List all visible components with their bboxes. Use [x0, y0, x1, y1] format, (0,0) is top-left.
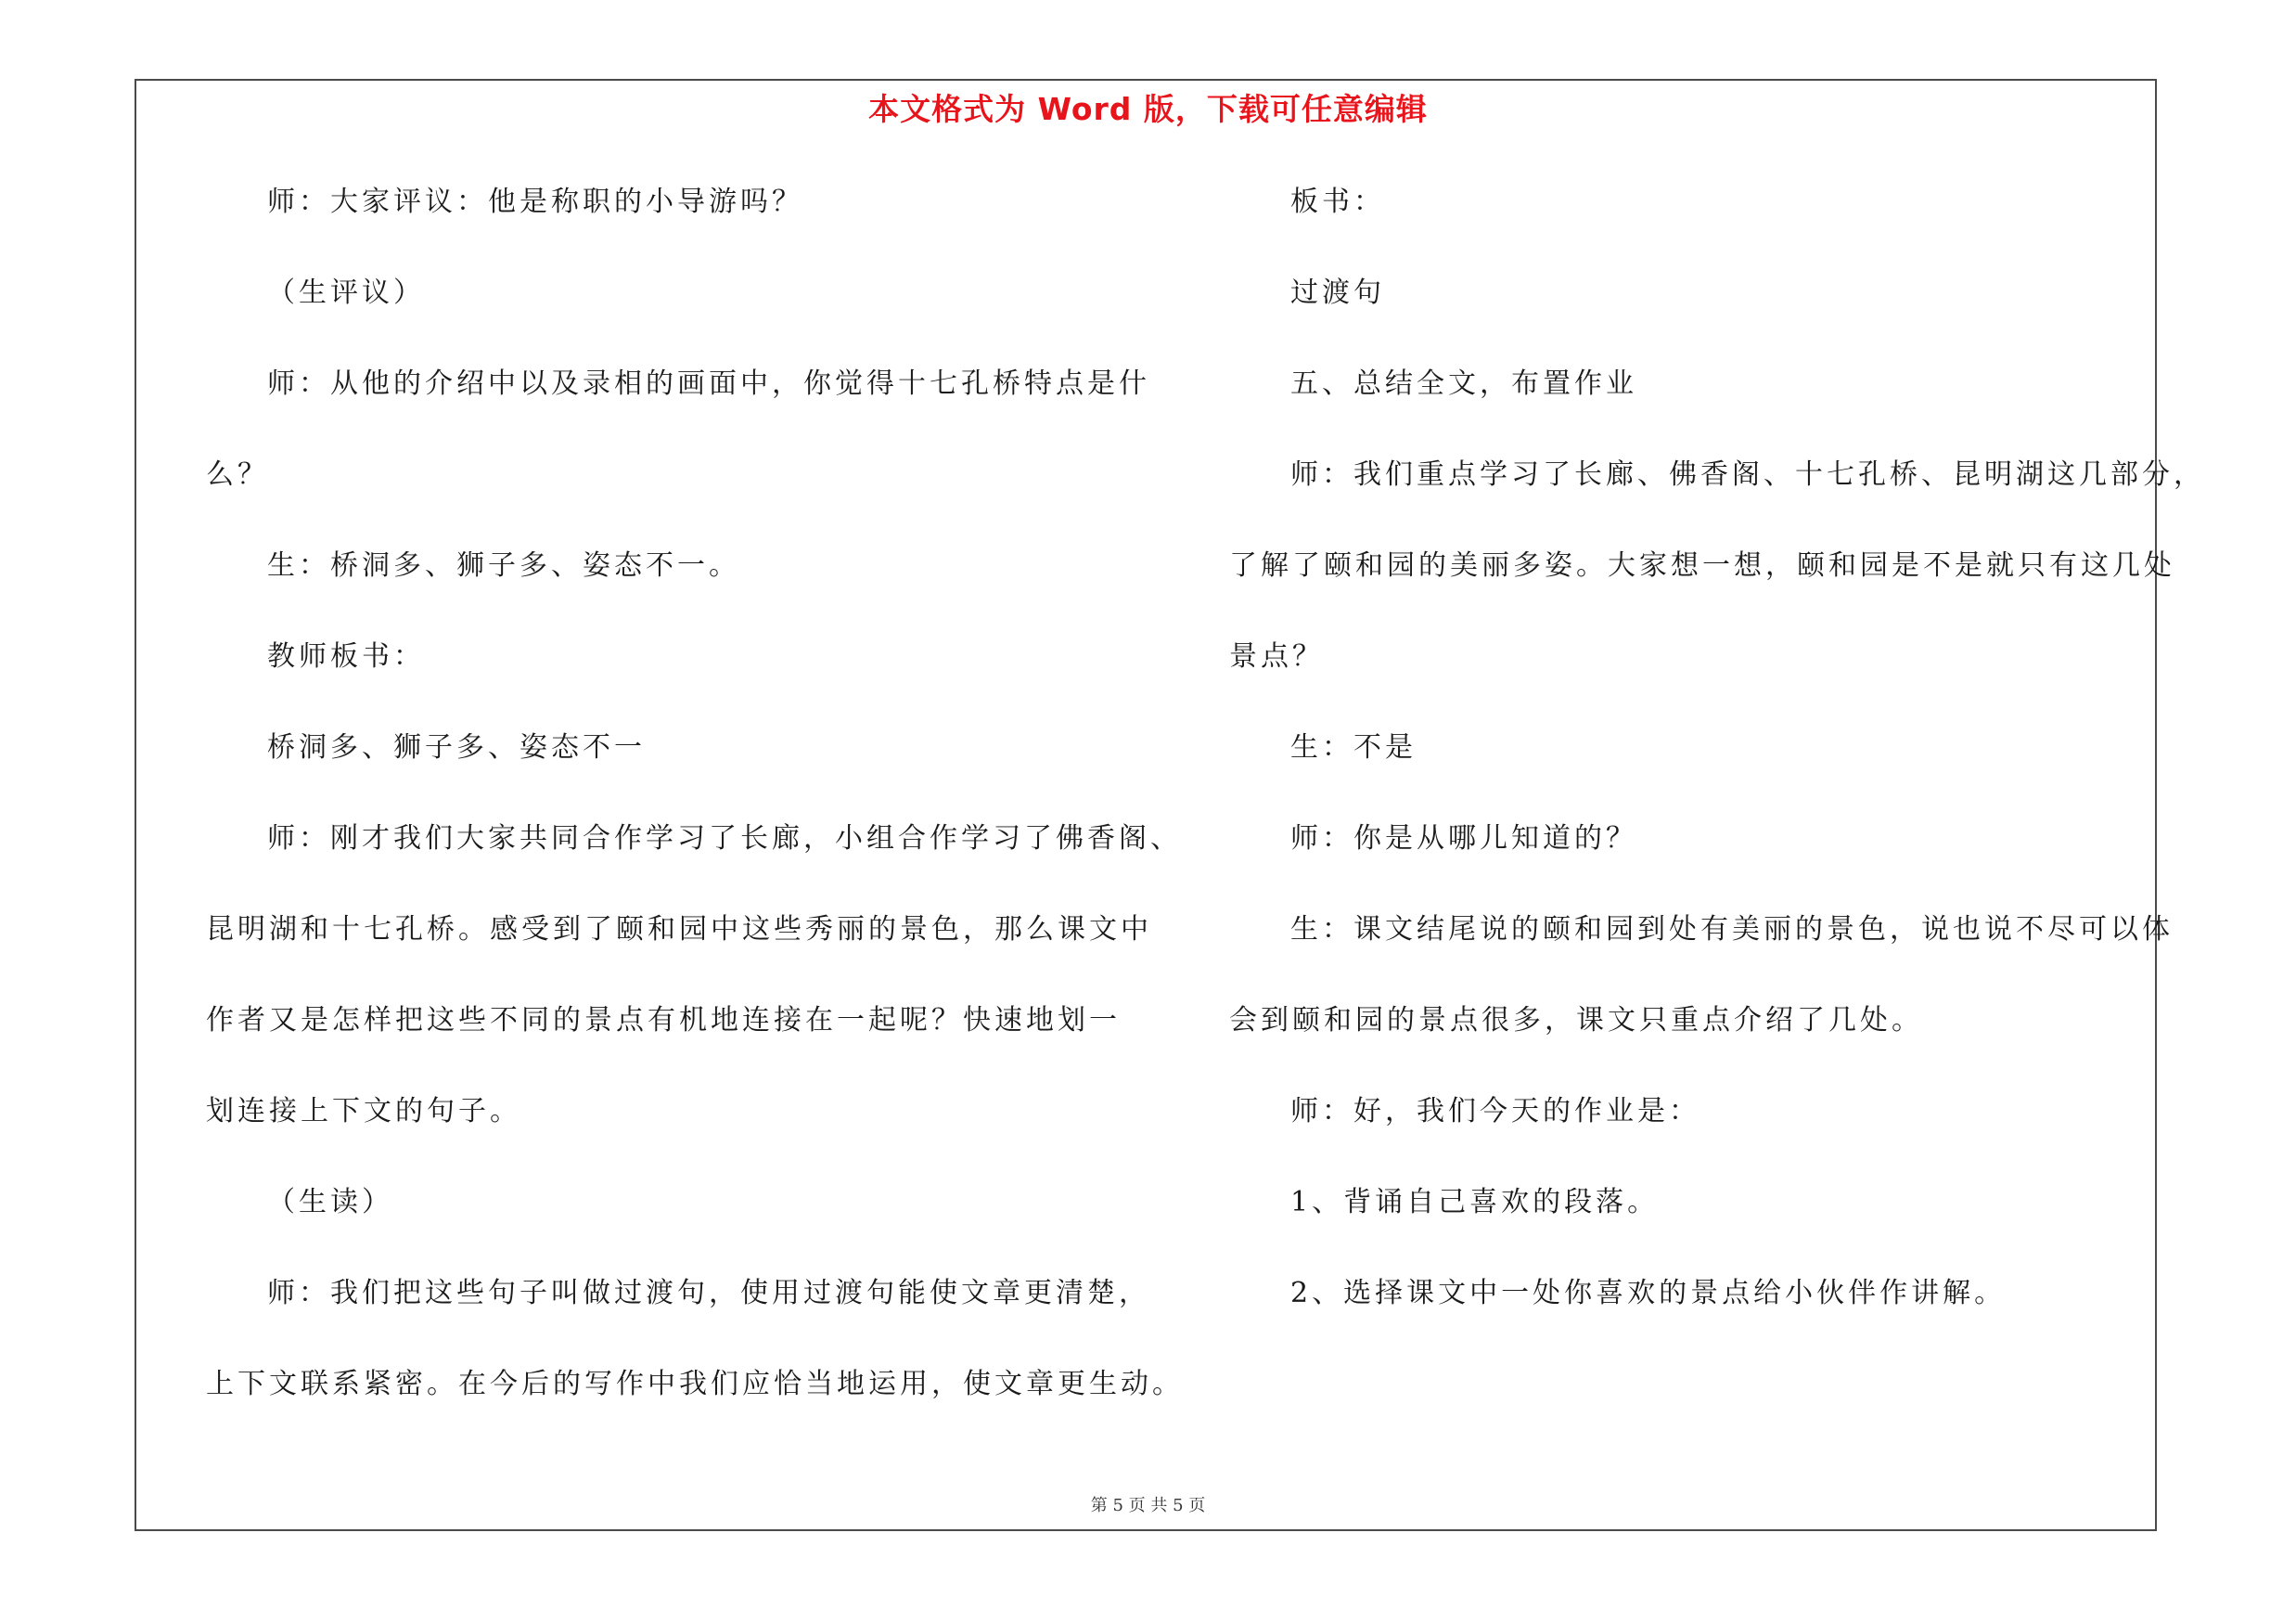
paragraph-line: （生读） [267, 1186, 393, 1218]
paragraph-line: 师：大家评议：他是称职的小导游吗？ [267, 186, 803, 218]
paragraph-line: 师：好，我们今天的作业是： [1290, 1095, 1700, 1127]
paragraph-line: 会到颐和园的景点很多，课文只重点介绍了几处。 [1229, 1004, 1923, 1037]
paragraph-line: 划连接上下文的句子。 [206, 1095, 521, 1127]
paragraph-line: 景点？ [1229, 640, 1324, 673]
paragraph-line: 教师板书： [267, 640, 425, 673]
paragraph-line: 桥洞多、狮子多、姿态不一 [267, 731, 646, 764]
paragraph-line: 作者又是怎样把这些不同的景点有机地连接在一起呢？快速地划一 [206, 1004, 1121, 1037]
paragraph-line: 么？ [206, 458, 269, 491]
paragraph-line: （生评议） [267, 277, 425, 309]
paragraph-line: 五、总结全文，布置作业 [1290, 367, 1637, 400]
paragraph-line: 上下文联系紧密。在今后的写作中我们应恰当地运用，使文章更生动。 [206, 1368, 1184, 1400]
paragraph-line: 师：我们重点学习了长廊、佛香阁、十七孔桥、昆明湖这几部分， [1290, 458, 2205, 491]
paragraph-line: 生：桥洞多、狮子多、姿态不一。 [267, 549, 740, 582]
paragraph-line: 昆明湖和十七孔桥。感受到了颐和园中这些秀丽的景色，那么课文中 [206, 913, 1152, 946]
header-banner: 本文格式为 Word 版，下载可任意编辑 [868, 91, 1428, 127]
paragraph-line: 2、选择课文中一处你喜欢的景点给小伙伴作讲解。 [1290, 1277, 2007, 1309]
paragraph-line: 板书： [1290, 186, 1385, 218]
paragraph-line: 生：课文结尾说的颐和园到处有美丽的景色，说也说不尽可以体 [1290, 913, 2174, 946]
page-frame [135, 79, 2157, 1531]
paragraph-line: 了解了颐和园的美丽多姿。大家想一想，颐和园是不是就只有这几处 [1229, 549, 2175, 582]
paragraph-line: 过渡句 [1290, 277, 1385, 309]
paragraph-line: 师：你是从哪儿知道的？ [1290, 822, 1637, 855]
page-number: 第 5 页 共 5 页 [1090, 1496, 1206, 1515]
paragraph-line: 1、背诵自己喜欢的段落。 [1290, 1186, 1660, 1218]
paragraph-line: 师：从他的介绍中以及录相的画面中，你觉得十七孔桥特点是什 [267, 367, 1150, 400]
paragraph-line: 师：刚才我们大家共同合作学习了长廊，小组合作学习了佛香阁、 [267, 822, 1182, 855]
paragraph-line: 生：不是 [1290, 731, 1417, 764]
paragraph-line: 师：我们把这些句子叫做过渡句，使用过渡句能使文章更清楚， [267, 1277, 1150, 1309]
